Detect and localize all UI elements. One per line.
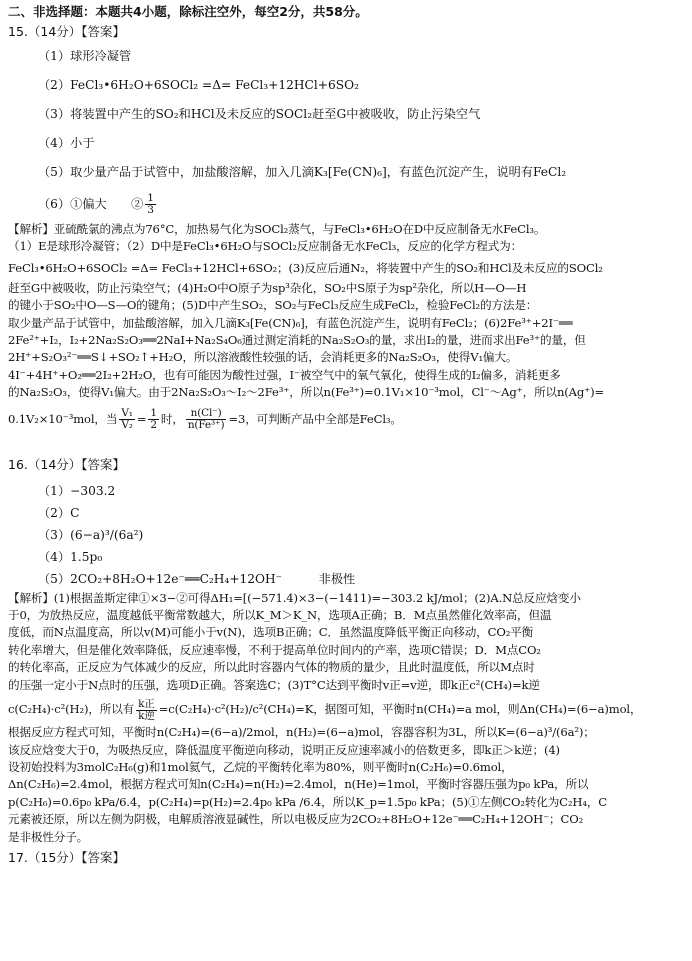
q17-header: 17.（15分）【答案】 [8,849,126,865]
q15-explanation-line-5: 的键小于SO₂中O—S—O的键角；(5)D中产生SO₂，SO₂与FeCl₃反应生成FeCl₂，检验FeCl₂的方法是： [8,298,538,313]
q16-explanation-line-5: 的转化率高，正反应为气体减少的反应，所以此时容器内气体的物质的量少，且此时温度低，所以M点时 [8,660,535,675]
section-title: 二、非选择题：本题共4小题，除标注空外，每空2分，共58分。 [8,4,368,19]
q15-explanation-last-text: 0.1V₂×10⁻³mol，当 [8,411,118,426]
q16-explanation-line-9: 该反应焓变大于0，为吸热反应，降低温度平衡逆向移动，说明正反应速率减小的倍数更多，即k正＞k逆；(4) [8,742,560,757]
q16-answer-1: （1）−303.2 [38,483,116,498]
q15-answer-5: （5）取少量产品于试管中，加盐酸溶解，加入几滴K₃[Fe(CN)₆]，有蓝色沉淀产生，说明有FeCl₂ [38,165,567,179]
q16-explanation-line-6: 的压强一定小于N点时的压强，选项D正确。答案选C；(3)T°C达到平衡时v正=v逆，即k正c²(CH₄)=k逆 [8,677,540,692]
fraction-numerator: n(Cl⁻) [186,408,227,420]
q15-answer-6 [8,187,688,221]
q16-explanation-line-8: 根据反应方程式可知，平衡时n(C₂H₄)=(6−a)/2mol，n(H₂)=(6−a)mol，容器容积为3L，所以K=(6−a)³/(6a²)； [8,725,595,740]
q16-explanation-line-4: 转化率增大，但是催化效率降低，反应速率慢，不利于提高单位时间内的产率，选项C错误；D．M点CO₂ [8,642,541,657]
q16-answer-4: （4）1.5p₀ [38,549,103,564]
q16-answer-5: （5）2CO₂+8H₂O+12e⁻══C₂H₄+12OH⁻ 非极性 [38,571,356,586]
q15-explanation-line-2: （1）E是球形冷凝管；（2）D中是FeCl₃•6H₂O与SOCl₂反应制备无水FeCl₃，反应的化学方程式为： [8,239,523,254]
q15-explanation-line-4: 赶至G中被吸收，防止污染空气；(4)H₂O中O原子为sp³杂化，SO₂中S原子为sp²杂化，所以H—O—H [8,280,527,295]
q15-explanation-connector: 时， [160,411,184,426]
fraction-denominator: k逆 [138,709,155,722]
q15-header: 15.（14分）【答案】 [8,24,126,39]
q15-explanation-line-6: 取少量产品于试管中，加盐酸溶解，加入几滴K₃[Fe(CN)₆]，有蓝色沉淀产生，说明有FeCl₂；(6)2Fe³⁺+2I⁻══ [8,315,573,330]
q16-explanation-line-11: Δn(C₂H₆)=2.4mol，根据方程式可知n(C₂H₄)=n(H₂)=2.4mol，n(He)=1mol，平衡时容器压强为p₀ kPa，所以 [8,777,589,792]
q16-explanation-line-2: 于0，为放热反应，温度越低平衡常数越大，所以K_M＞K_N，选项A正确；B．M点虽然催化效率高，但温 [8,608,552,623]
ratio-v1-v2-fraction [119,408,135,431]
equals-sign: = [136,411,147,426]
q15-explanation-line-10: 的Na₂S₂O₃，使得V₁偏大。由于2Na₂S₂O₃～I₂～2Fe³⁺，所以n(Fe³⁺)=0.1V₁×10⁻³mol，Cl⁻～Ag⁺，所以n(Ag⁺)= [8,385,605,400]
q16-explanation-text-continued: =c(C₂H₄)·c²(H₂)/c²(CH₄)=K，据图可知，平衡时n(CH₄)=a mol，则Δn(CH₄)=(6−a)mol， [158,702,642,717]
fraction-numerator: 1 [147,192,154,204]
fraction-denominator: n(Fe³⁺) [187,419,225,432]
q15-answer-1: （1）球形冷凝管 [38,49,132,63]
q16-explanation-text: c(C₂H₄)·c²(H₂)，所以有 [8,702,135,717]
q15-answer-2: （2）FeCl₃•6H₂O+6SOCl₂ =Δ= FeCl₃+12HCl+6SO₂ [38,78,359,92]
q15-explanation-line-9: 4I⁻+4H⁺+O₂══2I₂+2H₂O，也有可能因为酸性过强，I⁻被空气中的氧气氧化，使得生成的I₂偏多，消耗更多 [8,367,561,382]
q16-explanation-line-10: 设初始投料为3molC₂H₆(g)和1mol氦气，乙烷的平衡转化率为80%，则平衡时n(C₂H₆)=0.6mol， [8,759,513,774]
q15-explanation-line-11 [8,402,688,436]
q16-explanation-line-3: 度低，而N点温度高，所以v(M)可能小于v(N)，选项B正确；C．虽然温度降低平衡正向移动，CO₂平衡 [8,625,534,640]
q15-explanation-line-8: 2H⁺+S₂O₃²⁻══S↓+SO₂↑+H₂O，所以溶液酸性较强的话，会消耗更多的Na₂S₂O₃，使得V₁偏大。 [8,350,518,365]
q15-answer-6-fraction [145,193,156,216]
q15-explanation-conclusion: =3，可判断产品中全部是FeCl₃。 [228,411,402,426]
q15-explanation-line-1: 【解析】亚硫酰氯的沸点为76°C，加热易气化为SOCl₂蒸气，与FeCl₃•6H₂O在D中反应制备无水FeCl₃。 [8,222,546,236]
one-half-fraction [148,408,159,431]
q16-header: 16.（14分）【答案】 [8,456,126,472]
q15-answer-4: （4）小于 [38,136,95,150]
ratio-cl-fe-fraction [186,408,227,431]
q16-explanation-line-12: p(C₂H₆)=0.6p₀ kPa/6.4，p(C₂H₄)=p(H₂)=2.4p₀ kPa /6.4，所以K_p=1.5p₀ kPa；(5)①左侧CO₂转化为C₂H₄，C [8,794,608,809]
q16-explanation-line-7 [8,694,688,724]
fraction-denominator: 2 [150,419,157,432]
q15-explanation-line-3: FeCl₃•6H₂O+6SOCl₂ =Δ= FeCl₃+12HCl+6SO₂；(3)反应后通N₂，将装置中产生的SO₂和HCl及未反应的SOCl₂ [8,260,603,275]
fraction-numerator: 1 [150,407,157,420]
q16-explanation-line-1: 【解析】(1)根据盖斯定律①×3−②可得ΔH₁=[(−571.4)×3−(−1411)=−303.2 kJ/mol；(2)A.N总反应焓变小 [8,590,581,605]
answer-page [8,2,688,870]
q15-answer-3: （3）将装置中产生的SO₂和HCl及未反应的SOCl₂赶至G中被吸收，防止污染空气 [38,107,481,121]
q15-explanation-line-7: 2Fe²⁺+I₂，I₂+2Na₂S₂O₃══2NaI+Na₂S₄O₆通过测定消耗的Na₂S₂O₃的量，求出I₂的量，进而求出Fe³⁺的量，但 [8,333,586,348]
fraction-numerator: k正 [138,697,155,710]
spacer [8,436,688,450]
q15-answer-6-text: （6）①偏大 ② [38,197,144,211]
rate-constant-fraction [136,699,157,722]
fraction-denominator: V₂ [121,419,133,432]
q16-explanation-line-14: 是非极性分子。 [8,829,89,844]
fraction-numerator: V₁ [121,407,133,420]
q16-answer-2: （2）C [38,505,80,520]
q16-explanation-line-13: 元素被还原，所以左侧为阴极，电解质溶液显碱性，所以电极反应为2CO₂+8H₂O+12e⁻══C₂H₄+12OH⁻；CO₂ [8,812,584,827]
fraction-denominator: 3 [147,204,154,216]
q16-answer-3: （3）(6−a)³/(6a²) [38,527,144,542]
